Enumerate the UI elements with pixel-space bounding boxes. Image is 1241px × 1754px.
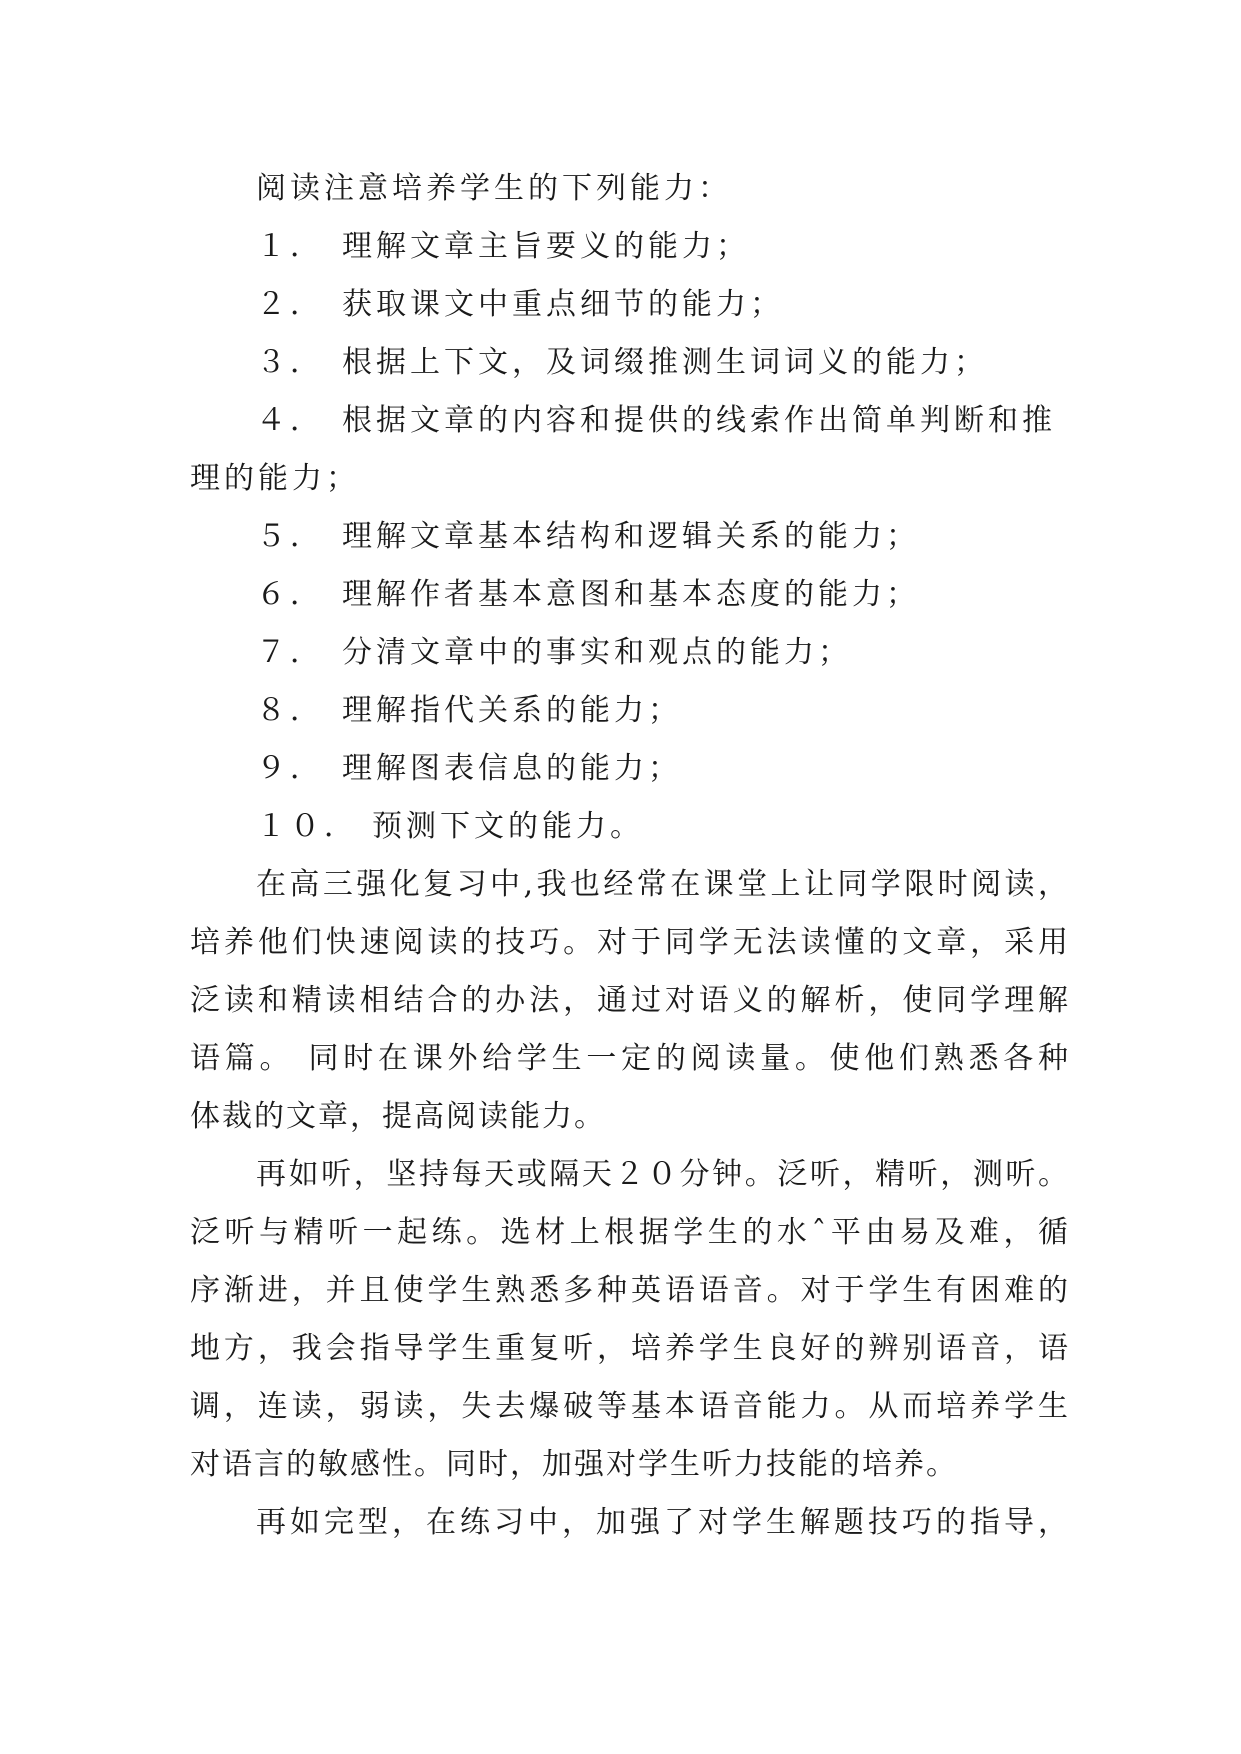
- item-number: ４．: [256, 403, 324, 438]
- paragraph-line: 语篇。 同时在课外给学生一定的阅读量。使他们熟悉各种: [190, 1041, 1070, 1076]
- list-item: [190, 566, 1070, 624]
- item-text: 根据文章的内容和提供的线索作出简单判断和推: [342, 403, 1056, 438]
- item-text: 理解文章主旨要义的能力；: [342, 229, 750, 264]
- item-number: ８．: [256, 693, 324, 728]
- item-number: ６．: [256, 577, 324, 612]
- list-item: [190, 334, 1070, 392]
- paragraph-line: 地方，我会指导学生重复听，培养学生良好的辨别语音，语: [190, 1331, 1070, 1366]
- item-text: 根据上下文，及词缀推测生词词义的能力；: [342, 345, 988, 380]
- paragraph-line: 再如听，坚持每天或隔天２０分钟。泛听，精听，测听。: [256, 1157, 1070, 1192]
- item-text: 理解文章基本结构和逻辑关系的能力；: [342, 519, 920, 554]
- paragraph-line: 培养他们快速阅读的技巧。对于同学无法读懂的文章，采用: [190, 925, 1070, 960]
- paragraph-line: 在高三强化复习中,我也经常在课堂上让同学限时阅读，: [256, 867, 1070, 902]
- paragraph-cloze: [190, 1494, 1070, 1552]
- paragraph-line: 再如完型，在练习中，加强了对学生解题技巧的指导，: [256, 1505, 1070, 1540]
- list-item: [190, 218, 1070, 276]
- item-number: ９．: [256, 751, 324, 786]
- paragraph-line: 泛听与精听一起练。选材上根据学生的水ˆ平由易及难，循: [190, 1215, 1070, 1250]
- item-number: １．: [256, 229, 324, 264]
- paragraph-line: 调，连读，弱读，失去爆破等基本语音能力。从而培养学生: [190, 1389, 1070, 1424]
- list-item: [190, 508, 1070, 566]
- list-item: [190, 624, 1070, 682]
- list-item: [190, 798, 1070, 856]
- paragraph-line: 对语言的敏感性。同时，加强对学生听力技能的培养。: [190, 1447, 958, 1482]
- item-number: ２．: [256, 287, 324, 322]
- item-text: 理解指代关系的能力；: [342, 693, 682, 728]
- list-item: [190, 276, 1070, 334]
- paragraph-reading-practice: [190, 856, 1070, 1146]
- paragraph-line: 序渐进，并且使学生熟悉多种英语语音。对于学生有困难的: [190, 1273, 1070, 1308]
- paragraph-line: 泛读和精读相结合的办法，通过对语义的解析，使同学理解: [190, 983, 1070, 1018]
- item-text: 理解作者基本意图和基本态度的能力；: [342, 577, 920, 612]
- paragraph-listening: [190, 1146, 1070, 1494]
- item-text: 预测下文的能力。: [372, 809, 644, 844]
- intro-line: 阅读注意培养学生的下列能力：: [256, 171, 732, 206]
- item-text: 理解图表信息的能力；: [342, 751, 682, 786]
- item-number: １０．: [256, 809, 358, 844]
- item-number: ３．: [256, 345, 324, 380]
- item-text: 分清文章中的事实和观点的能力；: [342, 635, 852, 670]
- paragraph-line: 体裁的文章，提高阅读能力。: [190, 1099, 606, 1134]
- item-number: ７．: [256, 635, 324, 670]
- list-item-continuation: 理的能力；: [190, 461, 360, 496]
- item-text: 获取课文中重点细节的能力；: [342, 287, 784, 322]
- item-number: ５．: [256, 519, 324, 554]
- list-item: [190, 392, 1070, 450]
- document-page: [190, 160, 1070, 1552]
- list-item: [190, 740, 1070, 798]
- list-item: [190, 682, 1070, 740]
